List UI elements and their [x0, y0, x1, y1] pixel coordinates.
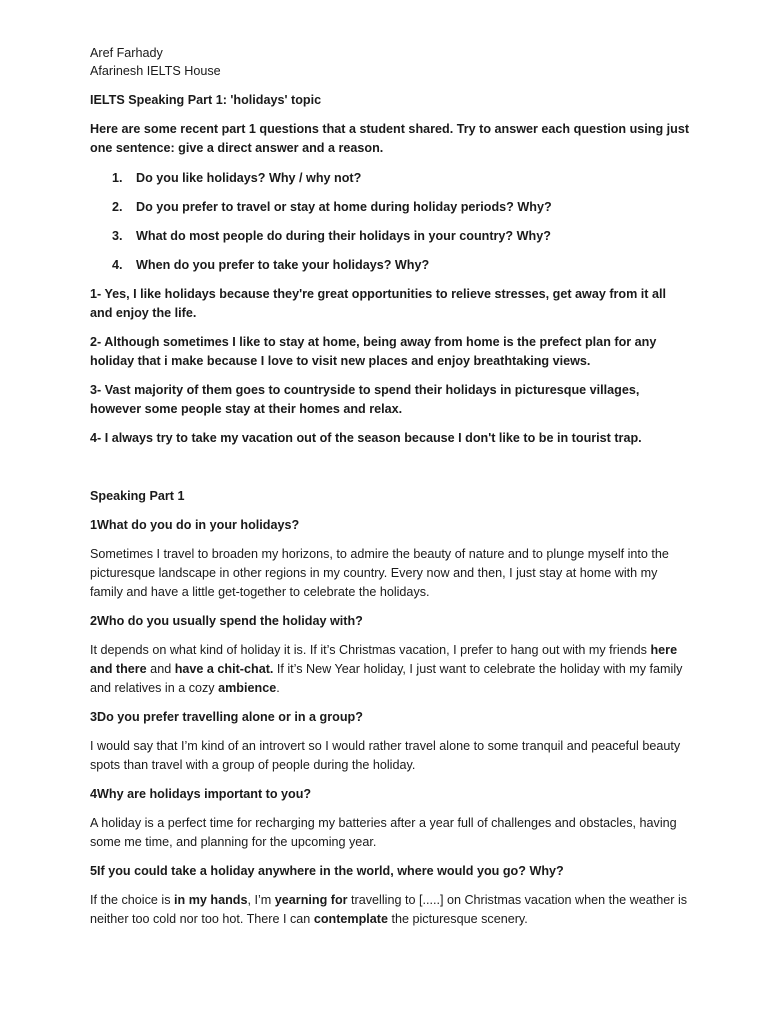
answer-text: , I’m: [247, 893, 275, 907]
section-question: 1What do you do in your holidays?: [90, 518, 300, 532]
intro-paragraph: Here are some recent part 1 questions that a student shared. Try to answer each question using just one sentence: give a direct answer and a reason.: [90, 122, 690, 155]
section-question: 3Do you prefer travelling alone or in a group?: [90, 710, 363, 724]
answer-text: the picturesque scenery.: [388, 912, 528, 926]
question-text: Do you prefer to travel or stay at home during holiday periods? Why?: [136, 200, 552, 214]
answer-text: and: [146, 662, 175, 676]
author-name: Aref Farhady: [90, 46, 163, 60]
section-answer: [90, 891, 690, 929]
section-question: 2Who do you usually spend the holiday with?: [90, 614, 363, 628]
question-number: 2.: [112, 200, 123, 214]
document-title: IELTS Speaking Part 1: 'holidays' topic: [90, 93, 322, 107]
answer-text: travelling to [.....] on Christmas vacation when the weather is neither too cold nor too hot. There I can: [90, 893, 688, 926]
answer-paragraph: 2- Although sometimes I like to stay at home, being away from home is the prefect plan for any holiday that i make because I love to visit new places and enjoy breathtaking views.: [90, 335, 657, 368]
answer-paragraph: 3- Vast majority of them goes to countryside to spend their holidays in picturesque villages, however some people stay at their homes and relax.: [90, 383, 640, 416]
question-number: 4.: [112, 258, 123, 272]
question-number: 1.: [112, 171, 123, 185]
section-answer: Sometimes I travel to broaden my horizons, to admire the beauty of nature and to plunge myself into the picturesque landscape in other regions in my country. Every now and then, I just stay at home with my family and have a little get-together to celebrate the holidays.: [90, 547, 669, 599]
question-text: When do you prefer to take your holidays? Why?: [136, 258, 430, 272]
answer-keyword: contemplate: [313, 912, 388, 926]
section-answer: I would say that I’m kind of an introvert so I would rather travel alone to some tranquil and peaceful beauty spots than travel with a group of people during the holiday.: [90, 739, 681, 772]
answer-keyword: here and there: [90, 643, 678, 676]
question-item: [112, 227, 551, 246]
section-title: Speaking Part 1: [90, 489, 185, 503]
question-number: 3.: [112, 229, 123, 243]
section-question: 4Why are holidays important to you?: [90, 787, 312, 801]
question-item: [112, 169, 361, 188]
answer-text: .: [276, 681, 280, 695]
question-item: [112, 198, 552, 217]
answer-text: If the choice is: [90, 893, 174, 907]
answer-paragraph: 1- Yes, I like holidays because they're great opportunities to relieve stresses, get away from it all and enjoy the life.: [90, 287, 667, 320]
answer-paragraph: 4- I always try to take my vacation out of the season because I don't like to be in tourist trap.: [90, 431, 642, 445]
organization-name: Afarinesh IELTS House: [90, 64, 221, 78]
question-item: [112, 256, 429, 275]
section-answer: [90, 641, 690, 698]
answer-keyword: ambience: [218, 681, 277, 695]
section-answer: A holiday is a perfect time for recharging my batteries after a year full of challenges and obstacles, having some me time, and planning for the upcoming year.: [90, 816, 677, 849]
answer-keyword: yearning for: [274, 893, 348, 907]
section-question: 5If you could take a holiday anywhere in the world, where would you go? Why?: [90, 864, 564, 878]
question-text: Do you like holidays? Why / why not?: [136, 171, 362, 185]
answer-text: It depends on what kind of holiday it is. If it’s Christmas vacation, I prefer to hang out with my friends: [90, 643, 651, 657]
answer-keyword: in my hands: [174, 893, 248, 907]
answer-keyword: have a chit-chat.: [174, 662, 274, 676]
answer-text: If it’s New Year holiday, I just want to celebrate the holiday with my family and relatives in a cozy: [90, 662, 683, 695]
question-text: What do most people do during their holidays in your country? Why?: [136, 229, 551, 243]
